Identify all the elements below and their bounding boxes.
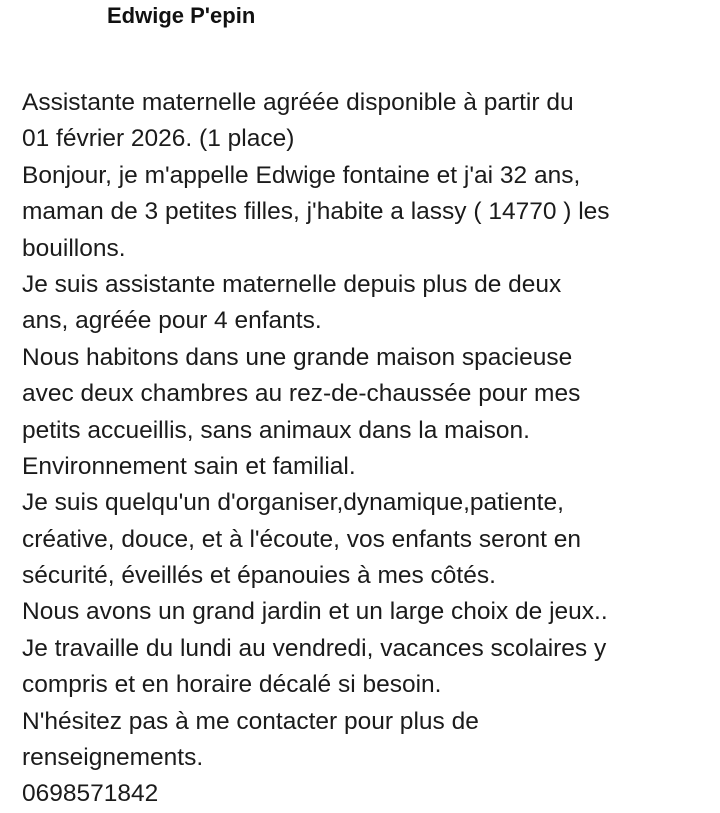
post-body — [22, 85, 712, 813]
post-line: Je suis quelqu'un d'organiser,dynamique,patiente, — [22, 489, 564, 517]
author-name[interactable]: Edwige P'epin — [107, 3, 256, 28]
post-line: bouillons. — [22, 234, 126, 262]
post-line: Assistante maternelle agréée disponible à partir du — [22, 89, 574, 116]
phone-number[interactable]: 0698571842 — [22, 780, 159, 808]
post-line: Bonjour, je m'appelle Edwige fontaine et j'ai 32 ans, — [22, 161, 581, 189]
post-line: Nous habitons dans une grande maison spacieuse — [22, 343, 573, 371]
post-line: 01 février 2026. (1 place) — [22, 125, 295, 153]
post-line: maman de 3 petites filles, j'habite a lassy ( 14770 ) les — [22, 198, 610, 226]
post-line: N'hésitez pas à me contacter pour plus de — [22, 707, 479, 735]
post-line: Je travaille du lundi au vendredi, vacances scolaires y — [22, 634, 607, 662]
post-line: avec deux chambres au rez-de-chaussée pour mes — [22, 380, 581, 408]
post-line: Nous avons un grand jardin et un large choix de jeux.. — [22, 598, 608, 626]
post-line: Environnement sain et familial. — [22, 452, 356, 480]
post-line: compris et en horaire décalé si besoin. — [22, 671, 442, 699]
post-line: ans, agréée pour 4 enfants. — [22, 307, 322, 335]
post-line: sécurité, éveillés et épanouies à mes côtés. — [22, 562, 496, 590]
post-line: créative, douce, et à l'écoute, vos enfants seront en — [22, 525, 581, 553]
post-line: renseignements. — [22, 744, 204, 772]
post-line: petits accueillis, sans animaux dans la maison. — [22, 416, 530, 444]
post-line: Je suis assistante maternelle depuis plus de deux — [22, 270, 562, 298]
